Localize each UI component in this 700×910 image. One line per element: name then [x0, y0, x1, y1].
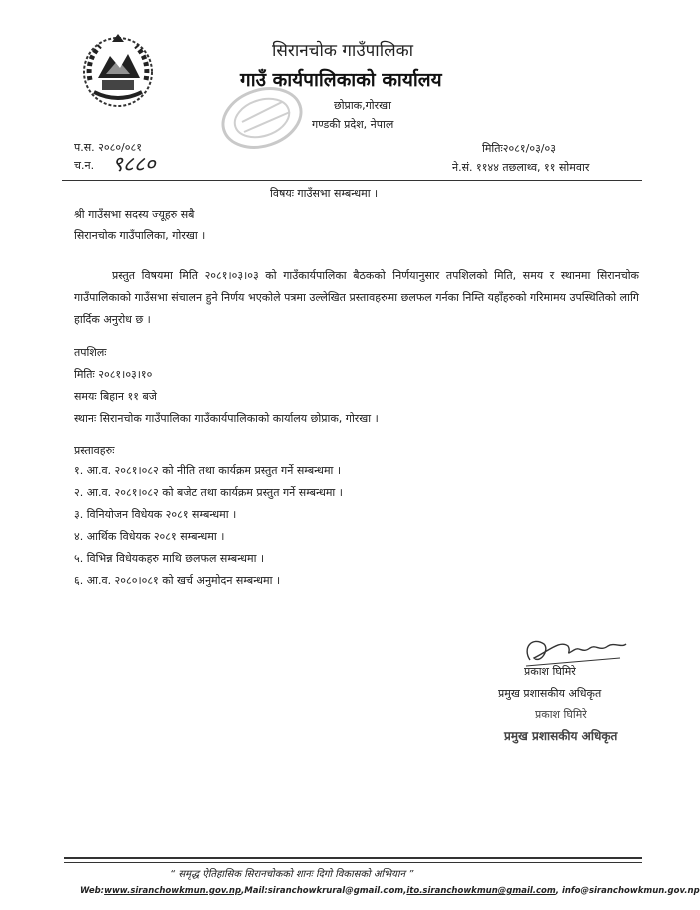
municipality-name: सिरानचोक गाउँपालिका	[272, 41, 414, 61]
proposals-list	[74, 463, 343, 595]
info-mail: , info@siranchowkmun.gov.np	[555, 886, 700, 896]
nepal-emblem-icon	[76, 30, 160, 110]
letter-date: मितिः२०८१/०३/०३	[482, 142, 556, 155]
list-item: ५. विभिन्न विधेयकहरु माथि छलफल सम्बन्धमा ।	[74, 552, 265, 565]
details-place: स्थानः सिरानचोक गाउँपालिका गाउँकार्यपालिकाको कार्यालय छोप्राक, गोरखा ।	[74, 412, 379, 425]
stamp-title: प्रमुख प्रशासकीय अधिकृत	[504, 729, 618, 743]
signatory-name: प्रकाश घिमिरे	[524, 665, 576, 678]
office-name: गाउँ कार्यपालिकाको कार्यालय	[240, 69, 442, 91]
stamp-name: प्रकाश घिमिरे	[535, 708, 587, 721]
signatory-title: प्रमुख प्रशासकीय अधिकृत	[498, 687, 602, 700]
patra-sankhya: प.स. २०८०/०८१	[74, 141, 142, 154]
office-province: गण्डकी प्रदेश, नेपाल	[312, 118, 394, 131]
recipient-line-2: सिरानचोक गाउँपालिका, गोरखा ।	[74, 229, 206, 242]
website-link[interactable]: www.siranchowkmun.gov.np	[104, 886, 242, 896]
proposals-heading: प्रस्तावहरुः	[74, 444, 115, 457]
list-item: ४. आर्थिक विधेयक २०८१ सम्बन्धमा ।	[74, 530, 225, 543]
details-heading: तपशिलः	[74, 346, 107, 359]
ito-mail-link[interactable]: ito.siranchowkmun@gmail.com	[406, 886, 556, 896]
office-address: छोप्राक,गोरखा	[334, 99, 392, 112]
details-time: समयः बिहान ११ बजे	[74, 390, 157, 403]
mail-address: siranchowkrural@gmail.com,	[267, 886, 407, 896]
chalani-label: च.न.	[74, 159, 95, 172]
footer-divider	[64, 857, 642, 863]
footer-slogan: “ समृद्ध ऐतिहासिक सिरानचोकको शानः दिगो विकासको अभियान ”	[170, 869, 414, 880]
list-item: ६. आ.व. २०८०।०८१ को खर्च अनुमोदन सम्बन्धमा ।	[74, 574, 281, 587]
list-item: ३. विनियोजन विधेयक २०८१ सम्बन्धमा ।	[74, 508, 237, 521]
header-divider	[62, 180, 642, 181]
details-date: मितिः २०८१।०३।१०	[74, 368, 153, 381]
letter-body-paragraph: प्रस्तुत विषयमा मिति २०८१।०३।०३ को गाउँकार्यपालिका बैठकको निर्णयानुसार तपशिलको मिति, समय र स्थानमा सिरानचोक गाउँपालिकाको गाउँसभा संचालन हुने निर्णय भएकोले पत्रमा उल्लेखित प्रस्तावहरुमा छलफल गर्नका निम्ति यहाँहरुको गरिमामय उपस्थितिको लागि हार्दिक अनुरोध छ ।	[74, 269, 639, 326]
letter-subject: विषयः गाउँसभा सम्बन्धमा ।	[270, 187, 379, 200]
office-stamp-icon	[212, 82, 332, 152]
footer-contact: Web:www.siranchowkmun.gov.np,Mail:siranchowkrural@gmail.com,ito.siranchowkmun@gmail.com, info@siranchowkmun.gov.np	[80, 886, 700, 896]
list-item: २. आ.व. २०८१।०८२ को बजेट तथा कार्यक्रम प्रस्तुत गर्ने सम्बन्धमा ।	[74, 486, 343, 499]
list-item: १. आ.व. २०८१।०८२ को नीति तथा कार्यक्रम प्रस्तुत गर्ने सम्बन्धमा ।	[74, 464, 342, 477]
chalani-number: ९८८०	[112, 152, 156, 176]
recipient-line-1: श्री गाउँसभा सदस्य ज्यूहरु सबै	[74, 208, 195, 221]
nepal-sambat-date: ने.सं. ११४४ तछलाथ्व, ११ सोमवार	[452, 161, 590, 174]
